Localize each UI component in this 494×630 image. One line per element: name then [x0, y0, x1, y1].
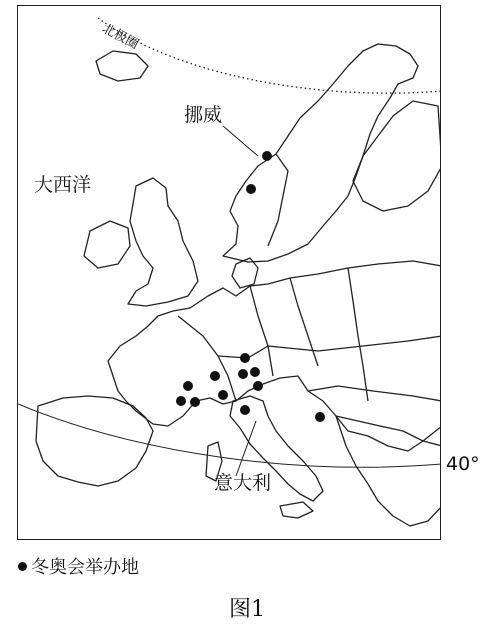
- italy-leader-line: [236, 421, 256, 476]
- latitude-40-line: [18, 404, 441, 467]
- internal-border-5: [268, 336, 441, 351]
- internal-border-4: [348, 268, 368, 401]
- great-britain-outline: [128, 178, 198, 306]
- venue-legend-dot: [18, 562, 27, 571]
- norway-sweden-border: [268, 154, 288, 246]
- legend-label: 冬奥会举办地: [31, 557, 139, 578]
- map-frame: [17, 5, 441, 540]
- venue-dot: [240, 353, 250, 363]
- internal-border-2: [250, 286, 273, 376]
- venue-dot: [176, 396, 186, 406]
- norway-leader-line: [223, 126, 258, 156]
- venue-dot: [238, 369, 248, 379]
- norway-label: 挪威: [184, 104, 223, 126]
- venue-dot: [246, 184, 256, 194]
- denmark-outline: [232, 258, 258, 288]
- finland-outline: [353, 101, 441, 211]
- legend: [18, 553, 139, 579]
- venue-dot: [210, 371, 220, 381]
- venue-dot: [240, 405, 250, 415]
- mainland-outline: [108, 261, 441, 451]
- latitude-40-label: 40°: [446, 453, 480, 475]
- venue-dot: [262, 151, 272, 161]
- scandinavia-outline: [223, 44, 418, 262]
- venue-dot: [218, 390, 228, 400]
- sicily-outline: [280, 502, 313, 518]
- iceland-outline: [96, 51, 148, 81]
- venue-dot: [253, 381, 263, 391]
- ireland-outline: [84, 221, 130, 268]
- europe-map: [18, 6, 441, 540]
- venue-dot: [183, 381, 193, 391]
- internal-border-3: [290, 278, 318, 366]
- internal-border-6: [308, 386, 441, 401]
- arctic-circle-line: [98, 18, 441, 93]
- italy-label: 意大利: [214, 472, 272, 494]
- figure-caption: 图1: [229, 597, 265, 622]
- venue-dot: [190, 397, 200, 407]
- venue-dot: [315, 412, 325, 422]
- atlantic-label: 大西洋: [34, 174, 92, 196]
- venue-dot: [250, 367, 260, 377]
- arctic-circle-label: 北极圈: [99, 21, 141, 53]
